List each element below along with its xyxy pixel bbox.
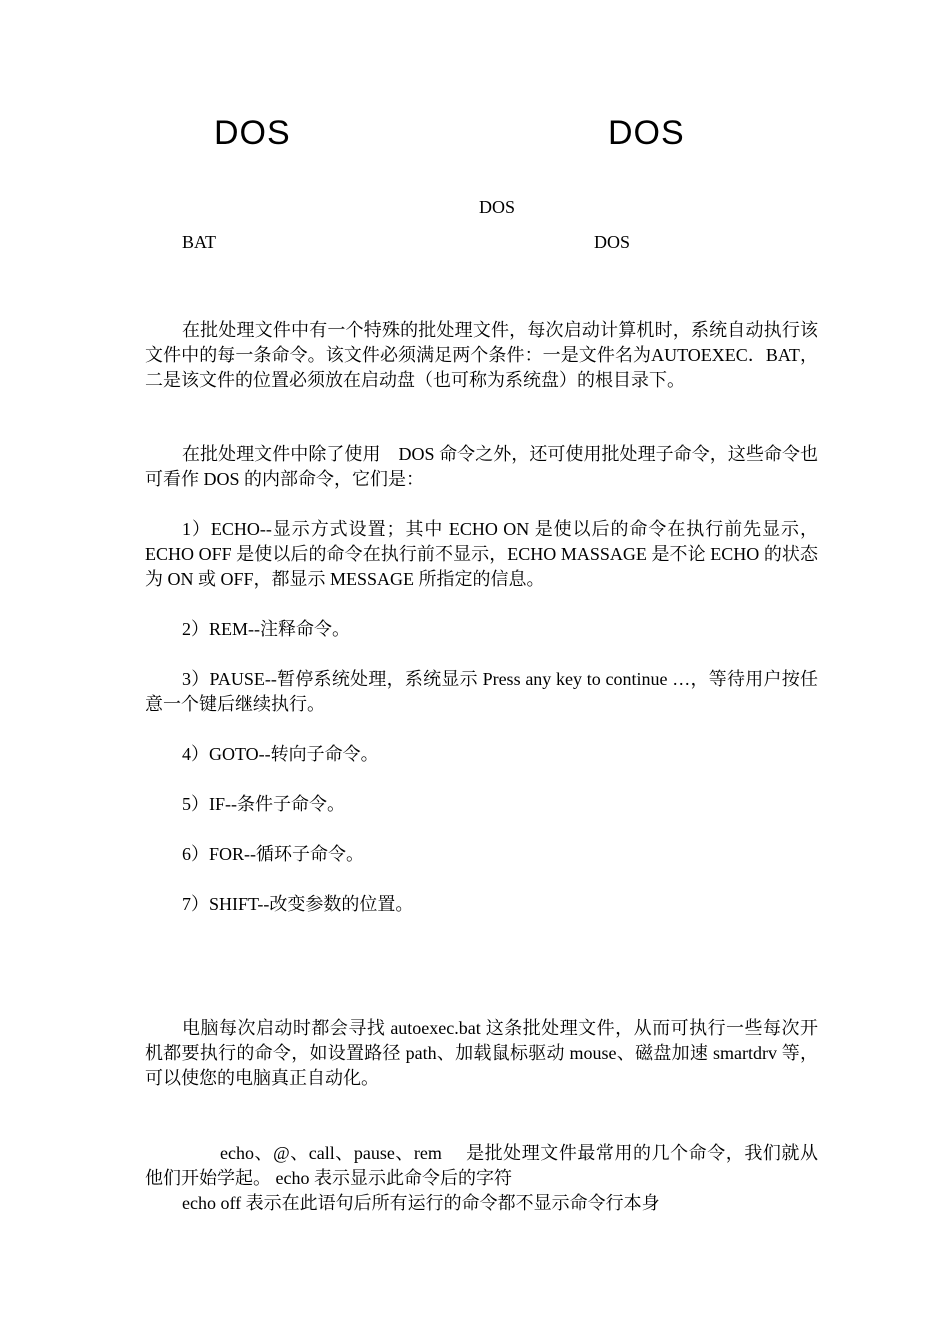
list-item-for: 6）FOR--循环子命令。 [182,844,365,864]
paragraph-subcommands-intro: 在批处理文件中除了使用 DOS 命令之外，还可使用批处理子命令，这些命令也可看作 DOS 的内部命令，它们是： [145,444,818,489]
heading-right: DOS [608,114,685,152]
list-item-goto: 4）GOTO--转向子命令。 [182,744,379,764]
paragraph-autoexec-intro: 在批处理文件中有一个特殊的批处理文件，每次启动计算机时，系统自动执行该文件中的每一条命令。该文件必须满足两个条件：一是文件名为AUTOEXEC．BAT，二是该文件的位置必须放在启动盘（也可称为系统盘）的根目录下。 [145,320,818,390]
list-item-rem: 2）REM--注释命令。 [182,619,350,639]
paragraph-autoexec-startup: 电脑每次启动时都会寻找 autoexec.bat 这条批处理文件，从而可执行一些每次开机都要执行的命令，如设置路径 path、加载鼠标驱动 mouse、磁盘加速 smartdrv 等，可以使您的电脑真正自动化。 [145,1018,818,1088]
paragraph-echo-off: echo off 表示在此语句后所有运行的命令都不显示命令行本身 [182,1193,660,1213]
subheading-center: DOS [479,197,516,217]
list-item-pause: 3）PAUSE--暂停系统处理，系统显示 Press any key to continue …，等待用户按任意一个键后继续执行。 [145,669,818,714]
heading-left: DOS [214,114,291,152]
subheading-left: BAT [182,232,217,252]
paragraph-common-commands: echo、@、call、pause、rem 是批处理文件最常用的几个命令，我们就从他们开始学起。 echo 表示显示此命令后的字符 [145,1143,818,1188]
list-item-shift: 7）SHIFT--改变参数的位置。 [182,894,414,914]
list-item-if: 5）IF--条件子命令。 [182,794,345,814]
list-item-echo: 1）ECHO--显示方式设置；其中 ECHO ON 是使以后的命令在执行前先显示，ECHO OFF 是使以后的命令在执行前不显示，ECHO MASSAGE 是不论 ECHO 的状态为 ON 或 OFF，都显示 MESSAGE 所指定的信息。 [145,519,818,589]
subheading-right: DOS [594,232,631,252]
